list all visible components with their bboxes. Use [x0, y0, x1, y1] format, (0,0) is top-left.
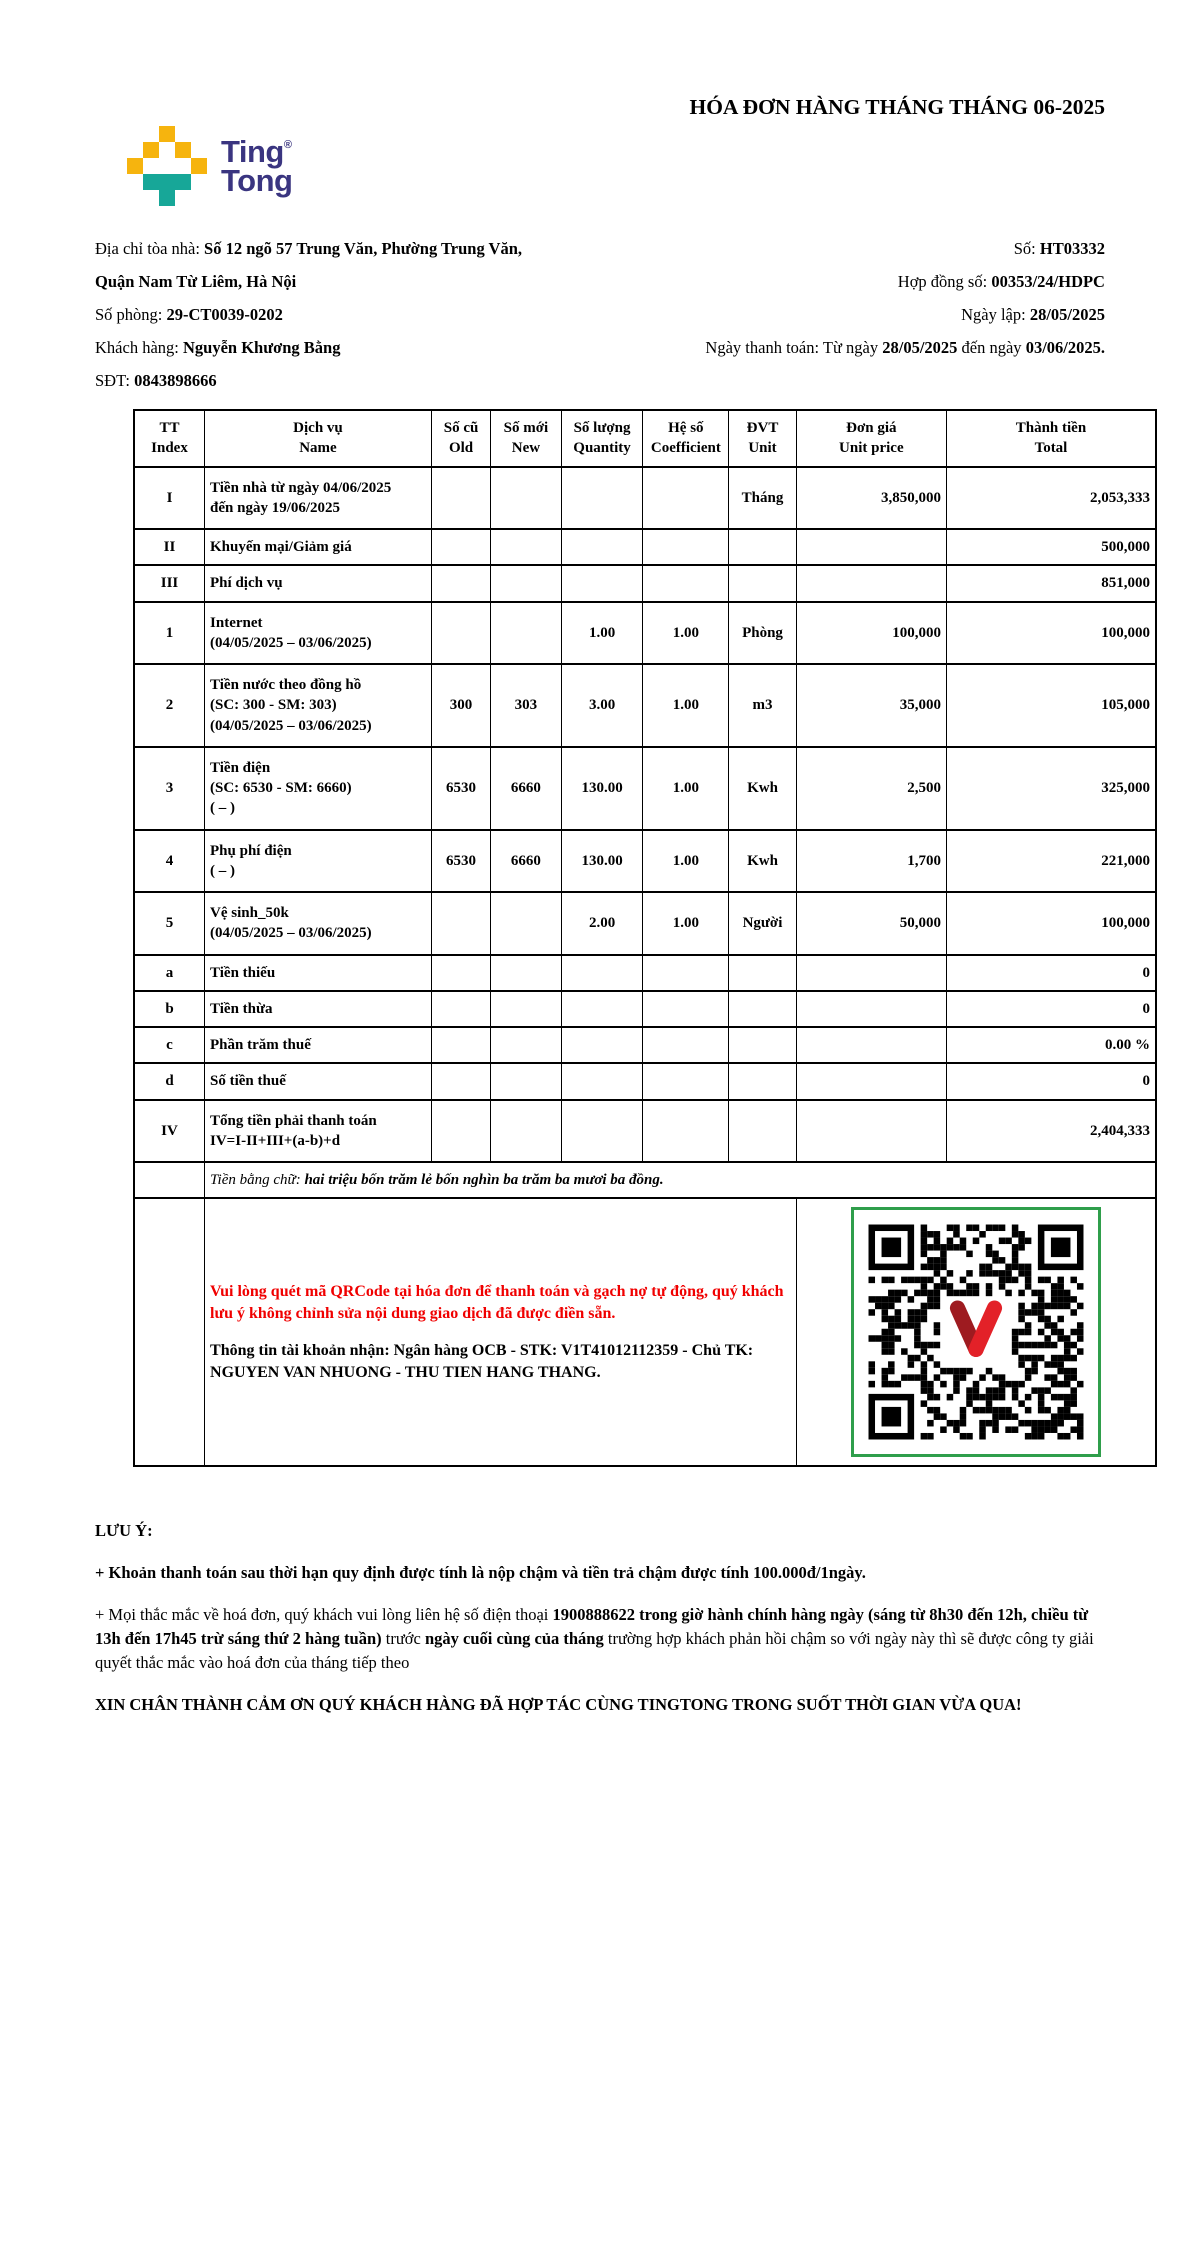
- cell-idx: 4: [134, 830, 205, 893]
- cell-new: [491, 991, 562, 1027]
- cell-index-empty: [134, 1162, 205, 1198]
- service-row-I: [134, 467, 1156, 530]
- hotline-note: + Mọi thắc mắc về hoá đơn, quý khách vui lòng liên hệ số điện thoại 1900888622 trong giờ hành chính hàng ngày (sáng từ 8h30 đến 12h, chiều từ 13h đến 17h45 trừ sáng thứ 2 hàng tuần) trước ngày cuối cùng của tháng trường hợp khách phản hồi chậm so với ngày này thì sẽ được công ty giải quyết thắc mắc vào hoá đơn của tháng tiếp theo: [95, 1605, 1094, 1672]
- bank-account-info: Thông tin tài khoản nhận: Ngân hàng OCB - STK: V1T41012112359 - Chủ TK: NGUYEN VAN NHUONG - THU TIEN HANG THANG.: [210, 1342, 754, 1381]
- cell-old: [431, 467, 490, 530]
- cell-name: Phụ phí điện ( – ): [205, 830, 432, 893]
- info-line: SĐT: 0843898666: [95, 371, 217, 390]
- info-line: Ngày lập: 28/05/2025: [961, 305, 1105, 324]
- info-section: [95, 232, 1105, 397]
- cell-name: Tiền thừa: [205, 991, 432, 1027]
- cell-qty: [561, 955, 643, 991]
- cell-total: 2,053,333: [946, 467, 1156, 530]
- cell-name: Phần trăm thuế: [205, 1027, 432, 1063]
- cell-qty: [561, 565, 643, 601]
- cell-idx: a: [134, 955, 205, 991]
- cell-idx: d: [134, 1063, 205, 1099]
- cell-idx: c: [134, 1027, 205, 1063]
- tingtong-logo: [127, 126, 292, 206]
- cell-qty: 2.00: [561, 892, 643, 955]
- col-header-old: Số cũ Old: [431, 410, 490, 467]
- invoice-table: [133, 409, 1157, 1467]
- cell-unit: Kwh: [729, 830, 796, 893]
- cell-coef: [643, 1100, 729, 1163]
- cell-coef: 1.00: [643, 602, 729, 665]
- cell-unit: [729, 1100, 796, 1163]
- cell-name: Vệ sinh_50k (04/05/2025 – 03/06/2025): [205, 892, 432, 955]
- cell-coef: [643, 565, 729, 601]
- late-payment-note: + Khoản thanh toán sau thời hạn quy định được tính là nộp chậm và tiền trả chậm được tính 100.000đ/1ngày.: [95, 1563, 866, 1583]
- cell-total: 851,000: [946, 565, 1156, 601]
- invoice-header: [95, 92, 1105, 206]
- cell-new: 6660: [491, 830, 562, 893]
- cell-price: 100,000: [796, 602, 946, 665]
- cell-coef: 1.00: [643, 664, 729, 747]
- col-header-new: Số mới New: [491, 410, 562, 467]
- cell-name: Khuyến mại/Giảm giá: [205, 529, 432, 565]
- info-line: Khách hàng: Nguyễn Khương Bằng: [95, 338, 341, 357]
- cell-name: Tiền điện (SC: 6530 - SM: 6660) ( – ): [205, 747, 432, 830]
- cell-unit: Kwh: [729, 747, 796, 830]
- col-header-unit: ĐVT Unit: [729, 410, 796, 467]
- cell-price: [796, 991, 946, 1027]
- invoice-table-special: [134, 1162, 1156, 1466]
- cell-new: 6660: [491, 747, 562, 830]
- cell-coef: [643, 467, 729, 530]
- logo-line1: Ting: [221, 133, 284, 169]
- cell-index-empty: [134, 1198, 205, 1466]
- qr-code-svg: [862, 1218, 1090, 1446]
- cell-old: [431, 565, 490, 601]
- cell-qty: [561, 991, 643, 1027]
- service-row-3: [134, 747, 1156, 830]
- registered-mark: ®: [283, 138, 292, 151]
- cell-old: [431, 529, 490, 565]
- cell-new: [491, 1027, 562, 1063]
- info-line: Ngày thanh toán: Từ ngày 28/05/2025 đến ngày 03/06/2025.: [705, 338, 1105, 357]
- cell-idx: 2: [134, 664, 205, 747]
- cell-qty: [561, 529, 643, 565]
- cell-unit: Người: [729, 892, 796, 955]
- amount-in-words: Tiền bằng chữ: hai triệu bốn trăm lẻ bốn nghìn ba trăm ba mươi ba đồng.: [205, 1162, 1156, 1198]
- cell-qty: 3.00: [561, 664, 643, 747]
- vietqr-v-logo: [957, 1308, 994, 1349]
- cell-name: Internet (04/05/2025 – 03/06/2025): [205, 602, 432, 665]
- document-title: HÓA ĐƠN HÀNG THÁNG THÁNG 06-2025: [689, 95, 1105, 119]
- cell-name: Tiền nước theo đồng hồ (SC: 300 - SM: 303) (04/05/2025 – 03/06/2025): [205, 664, 432, 747]
- cell-name: Tiền nhà từ ngày 04/06/2025 đến ngày 19/06/2025: [205, 467, 432, 530]
- cell-new: 303: [491, 664, 562, 747]
- invoice-meta: [661, 232, 1105, 397]
- cell-idx: 3: [134, 747, 205, 830]
- cell-new: [491, 602, 562, 665]
- cell-old: 6530: [431, 747, 490, 830]
- cell-total: 100,000: [946, 892, 1156, 955]
- cell-new: [491, 892, 562, 955]
- cell-coef: [643, 991, 729, 1027]
- tingtong-logo-icon: [127, 126, 207, 206]
- cell-idx: b: [134, 991, 205, 1027]
- cell-old: [431, 602, 490, 665]
- cell-unit: [729, 1063, 796, 1099]
- cell-unit: [729, 991, 796, 1027]
- service-row-1: [134, 602, 1156, 665]
- cell-price: 35,000: [796, 664, 946, 747]
- cell-old: [431, 991, 490, 1027]
- col-header-index: TT Index: [134, 410, 205, 467]
- cell-price: 1,700: [796, 830, 946, 893]
- cell-total: 100,000: [946, 602, 1156, 665]
- cell-unit: [729, 529, 796, 565]
- table-header-row: [134, 410, 1156, 467]
- cell-price: [796, 565, 946, 601]
- cell-idx: 1: [134, 602, 205, 665]
- cell-coef: 1.00: [643, 830, 729, 893]
- cell-old: [431, 955, 490, 991]
- cell-unit: [729, 955, 796, 991]
- cell-name: Tiền thiếu: [205, 955, 432, 991]
- invoice-table-body: [134, 467, 1156, 1163]
- cell-total: 0: [946, 1063, 1156, 1099]
- cell-qty: 1.00: [561, 602, 643, 665]
- service-row-IV: [134, 1100, 1156, 1163]
- building-info: [95, 232, 661, 397]
- cell-name: Tổng tiền phải thanh toán IV=I-II+III+(a-b)+d: [205, 1100, 432, 1163]
- cell-coef: [643, 1027, 729, 1063]
- cell-qty: [561, 467, 643, 530]
- cell-old: 6530: [431, 830, 490, 893]
- cell-total: 0.00 %: [946, 1027, 1156, 1063]
- service-row-a: [134, 955, 1156, 991]
- cell-qty: 130.00: [561, 747, 643, 830]
- cell-qty: 130.00: [561, 830, 643, 893]
- cell-new: [491, 467, 562, 530]
- cell-total: 2,404,333: [946, 1100, 1156, 1163]
- logo-line2: Tong: [221, 163, 293, 198]
- cell-unit: Tháng: [729, 467, 796, 530]
- cell-price: [796, 955, 946, 991]
- cell-total: 105,000: [946, 664, 1156, 747]
- cell-coef: [643, 1063, 729, 1099]
- qr-instructions: [205, 1198, 797, 1466]
- cell-idx: 5: [134, 892, 205, 955]
- cell-price: [796, 1100, 946, 1163]
- service-row-b: [134, 991, 1156, 1027]
- cell-price: [796, 1063, 946, 1099]
- cell-old: [431, 1027, 490, 1063]
- cell-old: [431, 1100, 490, 1163]
- qr-row: [134, 1198, 1156, 1466]
- cell-old: [431, 892, 490, 955]
- cell-total: 325,000: [946, 747, 1156, 830]
- cell-total: 221,000: [946, 830, 1156, 893]
- cell-idx: IV: [134, 1100, 205, 1163]
- info-line: Địa chỉ tòa nhà: Số 12 ngõ 57 Trung Văn, Phường Trung Văn,: [95, 239, 523, 258]
- cell-price: [796, 529, 946, 565]
- service-row-III: [134, 565, 1156, 601]
- qr-code: [851, 1207, 1101, 1457]
- qr-code-cell: [796, 1198, 1156, 1466]
- cell-idx: I: [134, 467, 205, 530]
- cell-coef: 1.00: [643, 892, 729, 955]
- tingtong-logo-text: [221, 133, 293, 198]
- cell-old: 300: [431, 664, 490, 747]
- service-row-d: [134, 1063, 1156, 1099]
- cell-old: [431, 1063, 490, 1099]
- cell-unit: [729, 565, 796, 601]
- info-line: Số phòng: 29-CT0039-0202: [95, 305, 283, 324]
- cell-price: [796, 1027, 946, 1063]
- col-header-name: Dịch vụ Name: [205, 410, 432, 467]
- cell-unit: [729, 1027, 796, 1063]
- cell-new: [491, 529, 562, 565]
- thank-you-note: XIN CHÂN THÀNH CẢM ƠN QUÝ KHÁCH HÀNG ĐÃ HỢP TÁC CÙNG TINGTONG TRONG SUỐT THỜI GIAN VỪA QUA!: [95, 1694, 1022, 1714]
- cell-unit: Phòng: [729, 602, 796, 665]
- col-header-coefficient: Hệ số Coefficient: [643, 410, 729, 467]
- cell-total: 0: [946, 991, 1156, 1027]
- cell-total: 0: [946, 955, 1156, 991]
- col-header-quantity: Số lượng Quantity: [561, 410, 643, 467]
- cell-coef: 1.00: [643, 747, 729, 830]
- cell-price: 3,850,000: [796, 467, 946, 530]
- cell-qty: [561, 1100, 643, 1163]
- cell-new: [491, 565, 562, 601]
- service-row-4: [134, 830, 1156, 893]
- notes-heading: LƯU Ý:: [95, 1521, 153, 1541]
- cell-qty: [561, 1027, 643, 1063]
- info-line: Quận Nam Từ Liêm, Hà Nội: [95, 272, 297, 291]
- cell-new: [491, 955, 562, 991]
- cell-new: [491, 1100, 562, 1163]
- amount-in-words-row: [134, 1162, 1156, 1198]
- cell-new: [491, 1063, 562, 1099]
- service-row-c: [134, 1027, 1156, 1063]
- cell-qty: [561, 1063, 643, 1099]
- info-line: Số: HT03332: [1013, 239, 1105, 258]
- service-row-2: [134, 664, 1156, 747]
- info-line: Hợp đồng số: 00353/24/HDPC: [897, 272, 1105, 291]
- col-header-total: Thành tiền Total: [946, 410, 1156, 467]
- col-header-unit_price: Đơn giá Unit price: [796, 410, 946, 467]
- cell-idx: II: [134, 529, 205, 565]
- cell-total: 500,000: [946, 529, 1156, 565]
- qr-scan-note: Vui lòng quét mã QRCode tại hóa đơn để thanh toán và gạch nợ tự động, quý khách lưu ý không chỉnh sửa nội dung giao dịch đã được điền sẵn.: [210, 1283, 784, 1322]
- cell-unit: m3: [729, 664, 796, 747]
- cell-name: Số tiền thuế: [205, 1063, 432, 1099]
- service-row-5: [134, 892, 1156, 955]
- footer-notes: [95, 1519, 1105, 1717]
- service-row-II: [134, 529, 1156, 565]
- cell-price: 2,500: [796, 747, 946, 830]
- cell-idx: III: [134, 565, 205, 601]
- cell-coef: [643, 529, 729, 565]
- cell-name: Phí dịch vụ: [205, 565, 432, 601]
- cell-price: 50,000: [796, 892, 946, 955]
- cell-coef: [643, 955, 729, 991]
